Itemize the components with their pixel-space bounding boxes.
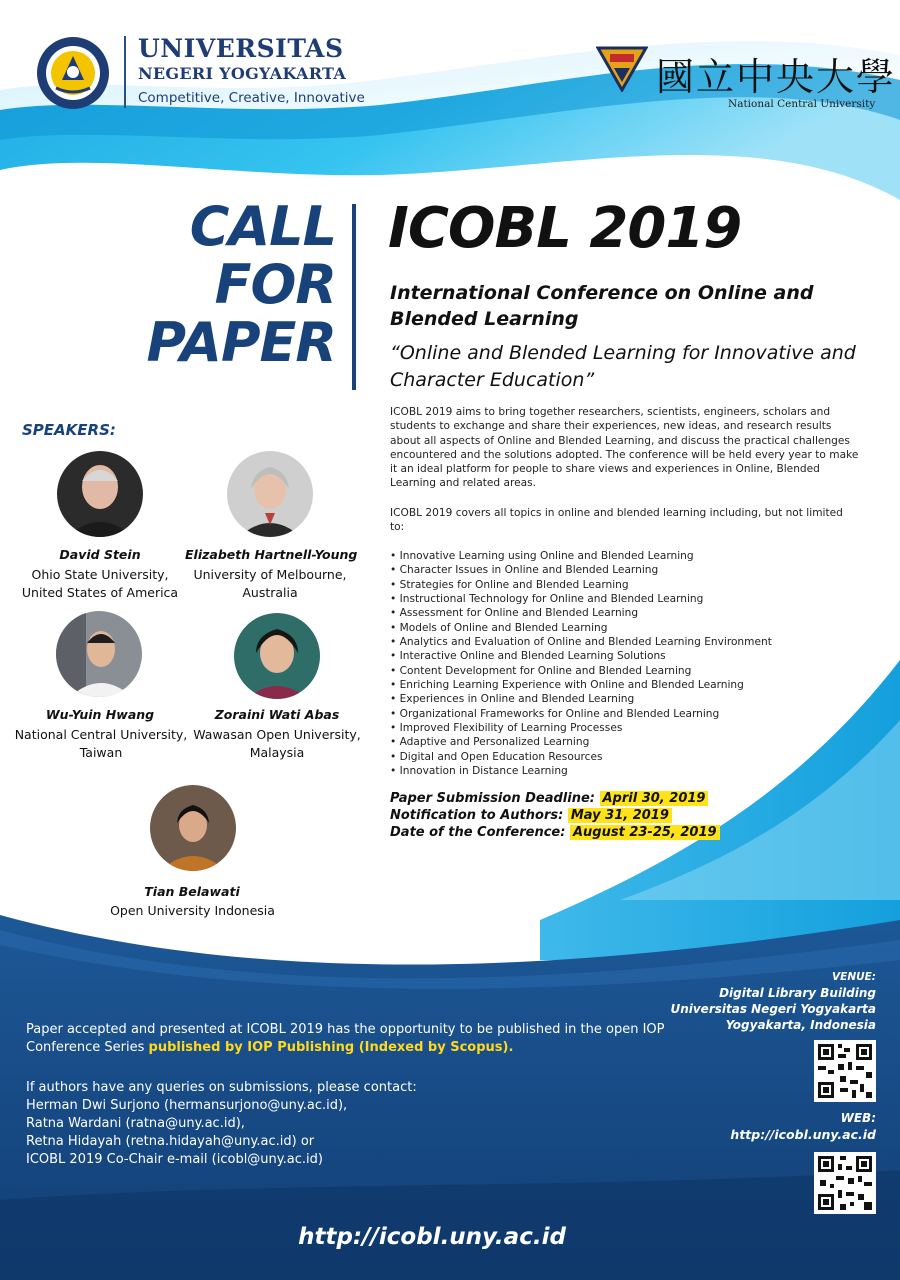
speaker-affiliation: Open University Indonesia bbox=[110, 903, 275, 918]
venue-line: Yogyakarta, Indonesia bbox=[725, 1018, 876, 1032]
date-row bbox=[390, 790, 720, 807]
cfp-word: CALL bbox=[189, 195, 336, 258]
list-item: • Instructional Technology for Online and Blended Learning bbox=[390, 593, 704, 606]
venue-label: VENUE: bbox=[832, 971, 876, 983]
date-value: April 30, 2019 bbox=[600, 791, 709, 806]
list-item: • Models of Online and Blended Learning bbox=[390, 621, 608, 634]
list-item: • Innovation in Distance Learning bbox=[390, 765, 568, 778]
publication-text: Paper accepted and presented at ICOBL 2019 has the opportunity to be published in the open IOP Conference Series bbox=[26, 1022, 665, 1055]
list-item: • Innovative Learning using Online and Blended Learning bbox=[390, 550, 694, 562]
venue-line: Digital Library Building bbox=[719, 986, 876, 1000]
conference-subtitle: International Conference on Online and Blended Learning bbox=[390, 282, 814, 330]
speaker-affiliation: Malaysia bbox=[249, 745, 305, 760]
ncu-name-chinese: 國立中央大學 bbox=[656, 55, 897, 99]
list-item: • Improved Flexibility of Learning Processes bbox=[390, 722, 623, 735]
cfp-divider bbox=[352, 204, 356, 390]
conference-description: ICOBL 2019 aims to bring together researchers, scientists, engineers, scholars and students to exchange and share their experiences, new ideas, and research results about all aspects of Online and Blended Learning, and discuss the practical challenges encountered and the solutions adopted. The conference will be held every year to make it an ideal platform for people to share views and experiences in Online, Blended Learning and related areas. bbox=[390, 406, 859, 490]
conference-title: ICOBL 2019 bbox=[388, 196, 742, 261]
uny-logo-icon bbox=[36, 36, 110, 110]
speaker-name: Tian Belawati bbox=[144, 884, 240, 899]
list-item: • Character Issues in Online and Blended Learning bbox=[390, 564, 659, 577]
header-divider bbox=[124, 36, 126, 108]
list-item: • Organizational Frameworks for Online and Blended Learning bbox=[390, 707, 720, 720]
web-url[interactable]: http://icobl.uny.ac.id bbox=[730, 1127, 876, 1142]
publication-note bbox=[26, 1021, 666, 1057]
date-label: Notification to Authors: bbox=[390, 808, 564, 823]
ncu-logo-icon bbox=[596, 44, 648, 92]
contact-line: ICOBL 2019 Co-Chair e-mail (icobl@uny.ac.id) bbox=[26, 1152, 323, 1167]
web-label: WEB: bbox=[840, 1111, 876, 1125]
uny-name-line2: NEGERI YOGYAKARTA bbox=[138, 64, 347, 83]
footer-url-link[interactable]: http://icobl.uny.ac.id bbox=[298, 1224, 566, 1250]
speakers-heading: SPEAKERS: bbox=[22, 421, 116, 439]
ncu-name-english: National Central University bbox=[728, 98, 876, 110]
conference-theme: “Online and Blended Learning for Innovative and Character Education” bbox=[390, 342, 856, 391]
speaker-affiliation: Australia bbox=[242, 585, 298, 600]
date-row bbox=[390, 824, 720, 841]
list-item: • Assessment for Online and Blended Learning bbox=[390, 607, 639, 620]
topics-list bbox=[390, 549, 860, 779]
speaker-name: Wu-Yuin Hwang bbox=[45, 707, 155, 722]
speaker-photo-elizabeth-hartnell-young bbox=[227, 451, 313, 537]
list-item: • Digital and Open Education Resources bbox=[390, 750, 603, 763]
web-info bbox=[730, 1110, 876, 1144]
contact-line: Herman Dwi Surjono (hermansurjono@uny.ac.id), bbox=[26, 1098, 348, 1113]
speaker-photo-zoraini-wati-abas bbox=[234, 613, 320, 699]
list-item: • Enriching Learning Experience with Online and Blended Learning bbox=[390, 679, 744, 692]
cfp-word: PAPER bbox=[146, 311, 336, 374]
date-value: August 23-25, 2019 bbox=[570, 825, 720, 840]
speaker-photo-wu-yuin-hwang bbox=[56, 611, 142, 697]
list-item: • Adaptive and Personalized Learning bbox=[390, 736, 590, 749]
topics-intro: ICOBL 2019 covers all topics in online and blended learning including, but not limited to: bbox=[390, 507, 843, 534]
contact-info bbox=[26, 1079, 546, 1169]
list-item: • Strategies for Online and Blended Learning bbox=[390, 578, 629, 591]
contact-line: Ratna Wardani (ratna@uny.ac.id), bbox=[26, 1116, 245, 1131]
date-label: Paper Submission Deadline: bbox=[390, 791, 595, 806]
cfp-word: FOR bbox=[214, 253, 336, 316]
qr-code-venue-icon bbox=[814, 1040, 876, 1102]
venue-info bbox=[670, 970, 876, 1033]
speaker-name: David Stein bbox=[59, 547, 141, 562]
venue-line: Universitas Negeri Yogyakarta bbox=[670, 1002, 876, 1016]
speaker-photo-david-stein bbox=[57, 451, 143, 537]
speaker-affiliation: Wawasan Open University, bbox=[193, 727, 361, 742]
speaker-affiliation: Taiwan bbox=[79, 745, 123, 760]
speaker-affiliation: Ohio State University, bbox=[31, 567, 169, 582]
uny-name-line1: UNIVERSITAS bbox=[138, 34, 344, 63]
qr-code-web-icon bbox=[814, 1152, 876, 1214]
list-item: • Interactive Online and Blended Learning Solutions bbox=[390, 650, 666, 663]
uny-tagline: Competitive, Creative, Innovative bbox=[138, 90, 365, 106]
date-label: Date of the Conference: bbox=[390, 825, 566, 840]
date-row bbox=[390, 807, 720, 824]
important-dates bbox=[390, 790, 720, 841]
speaker-name: Zoraini Wati Abas bbox=[214, 707, 340, 722]
list-item: • Content Development for Online and Blended Learning bbox=[390, 664, 692, 677]
contact-line: Retna Hidayah (retna.hidayah@uny.ac.id) or bbox=[26, 1134, 315, 1149]
publication-highlight: published by IOP Publishing (Indexed by Scopus). bbox=[148, 1040, 514, 1055]
list-item: • Experiences in Online and Blended Learning bbox=[390, 693, 635, 706]
speaker-photo-tian-belawati bbox=[150, 785, 236, 871]
list-item: • Analytics and Evaluation of Online and Blended Learning Environment bbox=[390, 636, 772, 649]
call-for-paper-heading bbox=[146, 195, 336, 374]
speaker-name: Elizabeth Hartnell-Young bbox=[185, 547, 358, 562]
date-value: May 31, 2019 bbox=[568, 808, 672, 823]
speaker-affiliation: National Central University, bbox=[14, 727, 188, 742]
speaker-affiliation: United States of America bbox=[21, 585, 179, 600]
contact-line: If authors have any queries on submissions, please contact: bbox=[26, 1080, 417, 1095]
speaker-affiliation: University of Melbourne, bbox=[193, 567, 347, 582]
